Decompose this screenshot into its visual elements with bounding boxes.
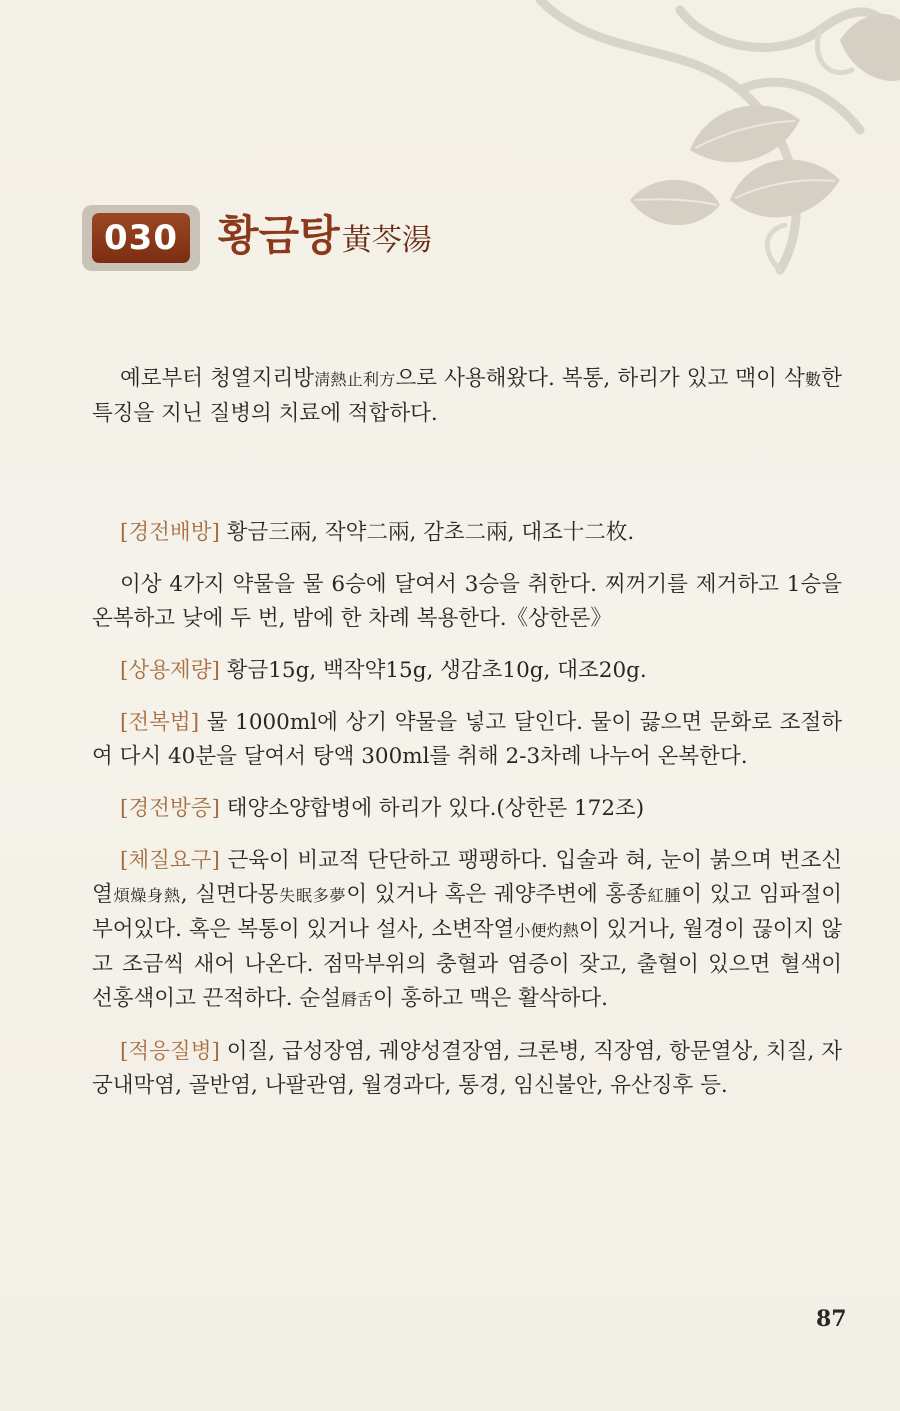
indication-paragraph bbox=[92, 792, 842, 826]
constitution-hanja-4: 小便灼熱 bbox=[514, 921, 579, 940]
chapter-number: 030 bbox=[92, 213, 190, 263]
page-number: 87 bbox=[816, 1306, 847, 1332]
decoction-label: [전복법] bbox=[120, 710, 200, 735]
constitution-text-5: 이 있거나, 월경이 끊이지 않고 조금씩 새어 나온다. 점막부위의 충혈과 염증이 잦고, 출혈이 있으면 혈색이 선홍색이고 끈적하다. 순설 bbox=[92, 917, 842, 1011]
intro-text-2: 으로 사용해왔다. 복통, 하리가 있고 맥이 삭 bbox=[395, 366, 805, 391]
constitution-text-4: 이 있고 임파절이 부어있다. 혹은 복통이 있거나 설사, 소변작열 bbox=[92, 882, 842, 942]
indication-text: 태양소양합병에 하리가 있다.(상한론 172조) bbox=[226, 796, 645, 821]
prescription-detail-text: 이상 4가지 약물을 물 6승에 달여서 3승을 취한다. 찌꺼기를 제거하고 1승을 온복하고 낮에 두 번, 밤에 한 차례 복용한다.《상한론》 bbox=[92, 572, 842, 631]
applications-paragraph bbox=[92, 1035, 842, 1103]
constitution-text-1: 근육이 비교적 단단하고 팽팽하다. 입술과 혀, 눈이 붉으며 번조신열 bbox=[92, 848, 842, 907]
intro-text-3: 한 특징을 지닌 질병의 치료에 적합하다. bbox=[92, 366, 842, 426]
constitution-text-6: 이 홍하고 맥은 활삭하다. bbox=[372, 986, 609, 1011]
dosage-text: 황금15g, 백작약15g, 생감초10g, 대조20g. bbox=[226, 658, 647, 683]
intro-hanja-2: 數 bbox=[804, 370, 822, 389]
chapter-title bbox=[218, 204, 432, 273]
page-content bbox=[92, 362, 842, 1121]
constitution-hanja-3: 紅腫 bbox=[646, 886, 682, 905]
constitution-hanja-1: 煩燥身熱 bbox=[112, 886, 181, 905]
leaf-ornament-icon bbox=[480, 0, 900, 300]
constitution-text-2: , 실면다몽 bbox=[180, 882, 279, 907]
constitution-text-3: 이 있거나 혹은 궤양주변에 홍종 bbox=[346, 882, 647, 907]
chapter-title-hanja: 黃芩湯 bbox=[341, 223, 432, 258]
indication-label: [경전방증] bbox=[120, 796, 220, 821]
prescription-label: [경전배방] bbox=[120, 520, 220, 545]
prescription-detail-paragraph bbox=[92, 568, 842, 636]
intro-text-1: 예로부터 청열지리방 bbox=[120, 366, 315, 391]
constitution-paragraph bbox=[92, 844, 842, 1017]
applications-label: [적응질병] bbox=[120, 1039, 220, 1064]
constitution-label: [체질요구] bbox=[120, 848, 220, 873]
dosage-paragraph bbox=[92, 654, 842, 688]
applications-text: 이질, 급성장염, 궤양성결장염, 크론병, 직장염, 항문열상, 치질, 자궁내막염, 골반염, 나팔관염, 월경과다, 통경, 임신불안, 유산징후 등. bbox=[92, 1039, 842, 1098]
constitution-hanja-2: 失眠多夢 bbox=[278, 886, 347, 905]
prescription-paragraph bbox=[92, 516, 842, 550]
decoction-text: 물 1000ml에 상기 약물을 넣고 달인다. 물이 끓으면 문화로 조절하여 다시 40분을 달여서 탕액 300ml를 취해 2-3차례 나누어 온복한다. bbox=[92, 710, 842, 769]
decoction-paragraph bbox=[92, 706, 842, 774]
constitution-hanja-5: 脣舌 bbox=[340, 990, 373, 1009]
prescription-text: 황금三兩, 작약二兩, 감초二兩, 대조十二枚. bbox=[226, 520, 635, 545]
chapter-title-korean: 황금탕 bbox=[218, 211, 340, 260]
dosage-label: [상용제량] bbox=[120, 658, 220, 683]
intro-paragraph bbox=[92, 362, 842, 450]
intro-hanja-1: 淸熱止利方 bbox=[314, 370, 396, 389]
